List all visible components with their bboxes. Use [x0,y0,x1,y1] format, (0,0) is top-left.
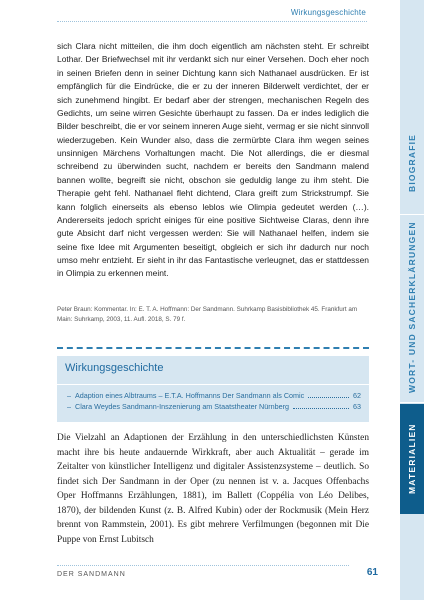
body-paragraph: sich Clara nicht mitteilen, die ihm doch eigentlich am nächsten steht. Er schreibt Lothar. Der Briefwechsel mit ihr verdankt sich nur einer Versehen. Doch eher noch in seinen Briefen denn in seiner Dichtung kann sich Nathanael ausdrücken. Er ist empfänglich für die Eindrücke, die er zu der inneren Bilderwelt verdichtet, der er sich zunehmend hingibt. Er bedarf aber der strengen, mechanischen Regeln des Gedichts, um seine wirren Gesichte überhaupt zu fassen. Da er indes lediglich die Bilder beschreibt, die er vor seinem inneren Auge sieht, vermag er sie nicht sinnvoll wiederzugeben. Kein Wunder also, dass die zermürbte Clara ihm wegen seines unsinnigen Märchens Vorhaltungen macht. Die Not allerdings, die er diesmal schreibend zu überwinden sucht, nachdem er bereits den Sandmann malend bannen wollte, begreift sie nicht, obschon sie geduldig lange zu ihm steht. Die Therapie geht fehl. Nathanael fleht dichtend, Clara greift zum Strickstrumpf. Sie kann folglich einerseits als ebenso leblos wie Olimpia gedeutet werden (…). Andererseits jedoch spricht einiges für eine positive Sichtweise Claras, denn ihre gute Absicht darf nicht vergessen werden: Sie will Nathanael helfen, indem sie seine fixe Idee mit Argumenten beseitigt, obgleich er sich ihr dadurch nur noch umso mehr entzieht. Er sieht in ihr das Fantastische verleugnet, das er stattdessen in Olimpia zu erkennen meint. [57,41,369,279]
side-tab-separator [400,402,424,403]
side-tab-bar [400,0,424,600]
header-divider [57,21,367,22]
toc-bullet: – [67,391,71,400]
toc-item-label: Clara Weydes Sandmann-Inszenierung am Staatstheater Nürnberg [75,401,290,411]
section-title: Wirkungsgeschichte [65,362,164,374]
section-divider [57,384,369,385]
side-tab-wort-und-sacherklaerungen[interactable]: WORT- UND SACHERKLÄRUNGEN [407,221,417,393]
footer-book-title: DER SANDMANN [57,571,126,578]
section-box [57,356,369,422]
section-toc [67,391,361,412]
toc-item[interactable] [67,391,361,402]
source-note: Peter Braun: Kommentar. In: E. T. A. Hoffmann: Der Sandmann. Suhrkamp Basisbibliothek 45. Frankfurt am Main: Suhrkamp, 2003, 11. Aufl. 2018, S. 79 f. [57,306,358,323]
page-number: 61 [366,567,378,578]
toc-leader [308,391,349,398]
toc-item-label: Adaption eines Albtraums – E.T.A. Hoffmanns Der Sandmann als Comic [75,391,305,400]
side-tab-biografie[interactable]: BIOGRAFIE [407,133,417,193]
footer-divider [57,565,349,566]
serif-paragraph: Die Vielzahl an Adaptionen der Erzählung in den unterschiedlichsten Künsten macht ihre bis heute andauernde Wirkkraft, aber auch Aktualität – gerade im Zeitalter von künstlicher Intelligenz und digitaler Assistenzsysteme – deutlich. So findet sich Der Sandmann in der Oper (zu nennen ist v. a. Jacques Offenbachs Oper Hoffmanns Erzählungen, 1881), im Ballett (Coppélia von Léo Delibes, 1870), der bildenden Kunst (z. B. Alfred Kubin) oder der Rockmusik (Mein Herz brennt von Rammstein, 2001). Es gibt mehrere Verfilmungen (begonnen mit Die Puppe von Ernst Lubitsch [57,433,369,545]
toc-item-page: 62 [353,391,361,400]
toc-bullet: – [67,401,71,411]
running-head: Wirkungsgeschichte [290,8,366,17]
toc-leader [293,402,349,409]
toc-item[interactable] [67,402,361,413]
section-dashed-divider [57,347,369,349]
toc-item-page: 63 [353,401,361,411]
side-tab-materialien[interactable]: MATERIALIEN [400,404,424,514]
